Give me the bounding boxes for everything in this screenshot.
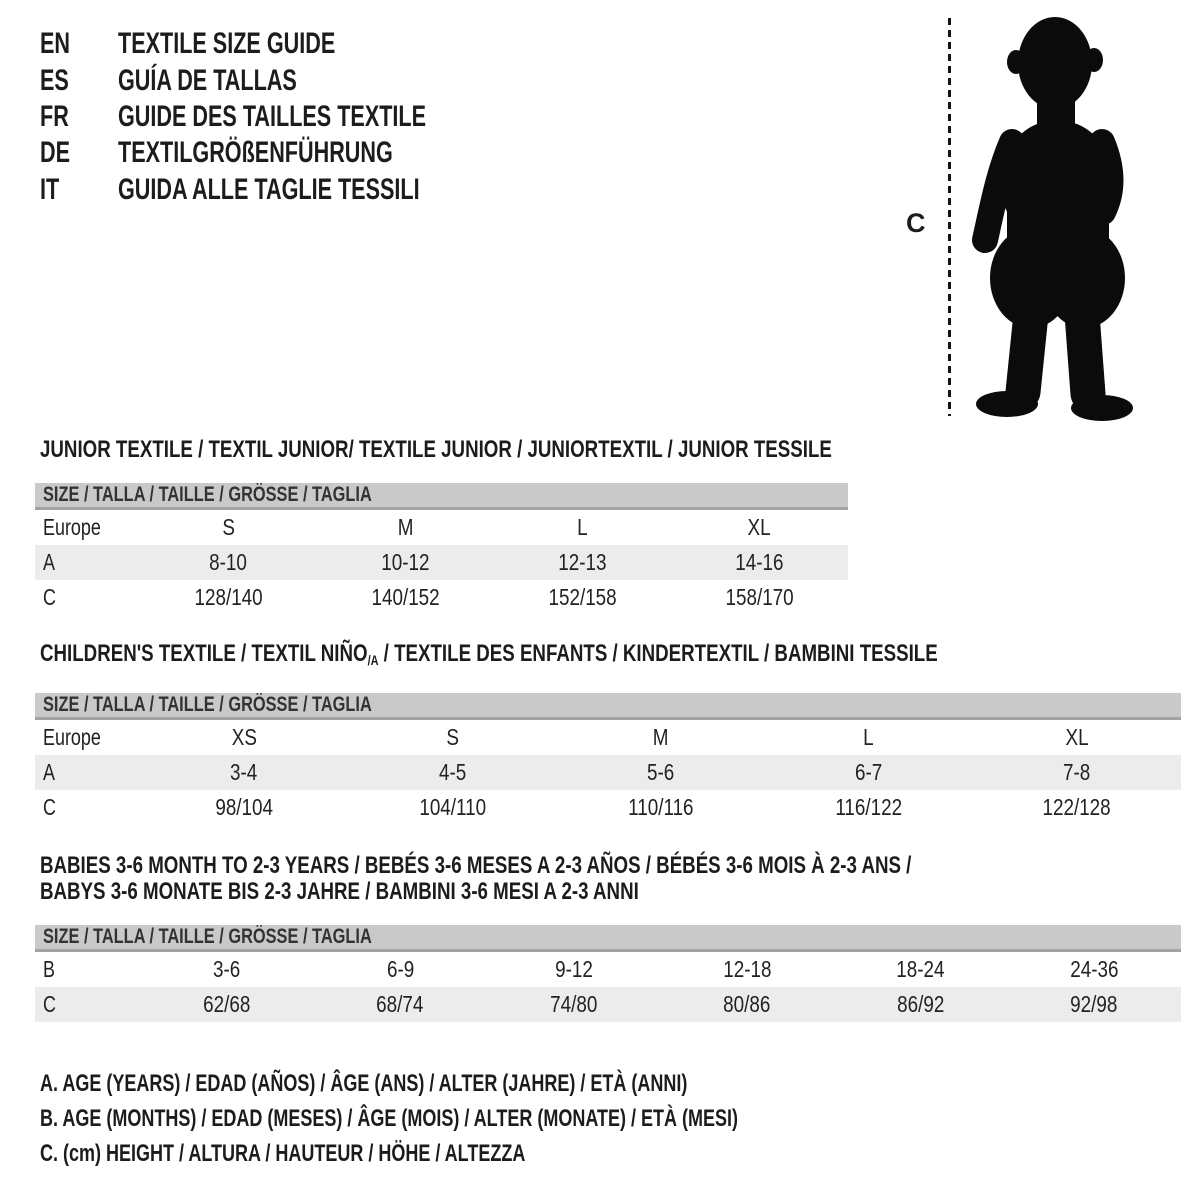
value-cell: [140, 724, 348, 751]
cell-value: 92/98: [1070, 991, 1118, 1017]
value-cell: [314, 991, 488, 1018]
value-cell: [834, 991, 1008, 1018]
row-label-cell: [35, 724, 140, 751]
value-cell: [556, 759, 764, 786]
section-title: [35, 437, 1181, 463]
section-title-line: [40, 437, 930, 463]
value-cell: [556, 794, 764, 821]
value-cell: [140, 956, 314, 983]
value-cell: [765, 794, 973, 821]
cell-value: 74/80: [550, 991, 598, 1017]
section-title-line: [40, 853, 930, 879]
title-text: BABIES 3-6 MONTH TO 2-3 YEARS / BEBÉS 3-6 MESES A 2-3 AÑOS / BÉBÉS 3-6 MOIS À 2-3 ANS /: [40, 852, 912, 879]
value-cell: [973, 724, 1181, 751]
language-title-text: GUIDA ALLE TAGLIE TESSILI: [118, 172, 420, 206]
table-row: [35, 580, 848, 615]
language-row: [40, 99, 546, 135]
cell-value: M: [397, 514, 414, 540]
row-label: C: [43, 991, 56, 1017]
size-table: [35, 693, 1181, 825]
value-cell: [317, 514, 494, 541]
cell-value: 7-8: [1063, 759, 1091, 785]
size-header-text: SIZE / TALLA / TAILLE / GRÖSSE / TAGLIA: [43, 925, 372, 948]
language-title-text: TEXTILGRÖßENFÜHRUNG: [118, 136, 393, 170]
size-header-text: SIZE / TALLA / TAILLE / GRÖSSE / TAGLIA: [43, 693, 372, 716]
size-header-bar: [35, 925, 1181, 952]
value-cell: [140, 514, 317, 541]
language-title: [118, 27, 420, 61]
value-cell: [487, 956, 661, 983]
cell-value: 68/74: [376, 991, 424, 1017]
value-cell: [140, 991, 314, 1018]
language-title: [118, 173, 537, 207]
section-title: [35, 641, 1181, 673]
cell-value: 12-13: [558, 549, 607, 575]
cell-value: 116/122: [835, 794, 903, 820]
value-cell: [973, 794, 1181, 821]
row-label-cell: [35, 794, 140, 821]
value-cell: [973, 759, 1181, 786]
cell-value: 3-6: [213, 956, 241, 982]
cell-value: 62/68: [203, 991, 251, 1017]
row-label-cell: [35, 549, 140, 576]
cell-value: 128/140: [194, 584, 263, 610]
height-dashed-line: [948, 18, 951, 416]
cell-value: 4-5: [438, 759, 466, 785]
title-subscript: /A: [367, 652, 379, 668]
language-title-text: GUÍA DE TALLAS: [118, 63, 297, 97]
legend-notes: [40, 1066, 971, 1171]
table-row: [35, 545, 848, 580]
cell-value: L: [577, 514, 588, 540]
cell-value: 6-9: [386, 956, 414, 982]
cell-value: M: [652, 724, 669, 750]
cell-value: 110/116: [627, 794, 694, 820]
cell-value: XS: [231, 724, 257, 750]
title-text: BABYS 3-6 MONATE BIS 2-3 JAHRE / BAMBINI 3-6 MESI A 2-3 ANNI: [40, 878, 639, 905]
table-row: [35, 755, 1181, 790]
size-header-bar: [35, 483, 848, 510]
value-cell: [671, 514, 848, 541]
cell-value: 80/86: [723, 991, 771, 1017]
cell-value: 10-12: [381, 549, 430, 575]
value-cell: [556, 724, 764, 751]
value-cell: [317, 584, 494, 611]
value-cell: [834, 956, 1008, 983]
row-label: A: [43, 759, 55, 785]
cell-value: XL: [747, 514, 772, 540]
value-cell: [765, 759, 973, 786]
cell-value: 24-36: [1070, 956, 1119, 982]
cell-value: S: [222, 514, 235, 540]
title-text: JUNIOR TEXTILE / TEXTIL JUNIOR/ TEXTILE JUNIOR / JUNIORTEXTIL / JUNIOR TESSILE: [40, 436, 832, 463]
cell-value: 122/128: [1042, 794, 1112, 820]
size-table: [35, 925, 1181, 1022]
language-title: [118, 64, 366, 98]
value-cell: [140, 759, 348, 786]
language-code-text: FR: [40, 99, 69, 133]
value-cell: [348, 794, 556, 821]
cell-value: 14-16: [735, 549, 784, 575]
cell-value: 8-10: [209, 549, 248, 575]
value-cell: [661, 991, 835, 1018]
table-row: [35, 987, 1181, 1022]
language-title-text: TEXTILE SIZE GUIDE: [118, 27, 336, 61]
value-cell: [348, 759, 556, 786]
value-cell: [671, 584, 848, 611]
title-text: / TEXTILE DES ENFANTS / KINDERTEXTIL / BAMBINI TESSILE: [378, 640, 938, 667]
language-row: [40, 135, 546, 171]
language-row: [40, 172, 546, 208]
cell-value: 98/104: [215, 794, 273, 820]
size-header-bar: [35, 693, 1181, 720]
section-title-line: [40, 640, 938, 673]
value-cell: [1008, 991, 1182, 1018]
note-line: A. AGE (YEARS) / EDAD (AÑOS) / ÂGE (ANS) / ALTER (JAHRE) / ETÀ (ANNI): [40, 1070, 688, 1097]
cell-value: 140/152: [371, 584, 440, 610]
cell-value: 104/110: [418, 794, 486, 820]
value-cell: [661, 956, 835, 983]
table-row: [35, 720, 1181, 755]
language-code: [40, 100, 118, 134]
language-title: [118, 136, 500, 170]
section-title: [35, 853, 1181, 905]
language-code-text: ES: [40, 63, 69, 97]
title-text: CHILDREN'S TEXTILE / TEXTIL NIÑO: [40, 640, 368, 667]
row-label: C: [43, 794, 56, 820]
value-cell: [1008, 956, 1182, 983]
cell-value: S: [446, 724, 459, 750]
cell-value: 152/158: [548, 584, 617, 610]
row-label: B: [43, 956, 55, 982]
section-junior: [35, 437, 1181, 615]
cell-value: L: [863, 724, 874, 750]
value-cell: [140, 549, 317, 576]
language-row: [40, 26, 546, 62]
cell-value: 5-6: [646, 759, 675, 785]
value-cell: [140, 584, 317, 611]
note-line: B. AGE (MONTHS) / EDAD (MESES) / ÂGE (MOIS) / ALTER (MONATE) / ETÀ (MESI): [40, 1105, 738, 1132]
section-title-line: [40, 879, 930, 905]
height-measure-letter: C: [906, 208, 926, 238]
language-code-text: DE: [40, 136, 71, 170]
size-table: [35, 483, 848, 615]
row-label: C: [43, 584, 56, 610]
row-label-cell: [35, 956, 140, 983]
language-row: [40, 62, 546, 98]
cell-value: 18-24: [896, 956, 945, 982]
section-children: [35, 641, 1181, 825]
language-code: [40, 27, 118, 61]
size-header-text: SIZE / TALLA / TAILLE / GRÖSSE / TAGLIA: [43, 483, 372, 506]
baby-silhouette-icon: [963, 14, 1147, 426]
language-code-text: IT: [40, 172, 60, 206]
row-label: Europe: [43, 724, 101, 750]
value-cell: [487, 991, 661, 1018]
cell-value: 12-18: [723, 956, 772, 982]
value-cell: [494, 549, 671, 576]
language-code: [40, 173, 118, 207]
language-header: [40, 26, 546, 208]
cell-value: 6-7: [855, 759, 883, 785]
value-cell: [317, 549, 494, 576]
value-cell: [314, 956, 488, 983]
language-code: [40, 64, 118, 98]
row-label-cell: [35, 584, 140, 611]
cell-value: 86/92: [897, 991, 945, 1017]
language-title: [118, 100, 546, 134]
row-label: A: [43, 549, 55, 575]
height-measure-label: [906, 208, 926, 239]
cell-value: 3-4: [230, 759, 258, 785]
row-label: Europe: [43, 514, 101, 540]
cell-value: XL: [1065, 724, 1089, 750]
value-cell: [140, 794, 348, 821]
row-label-cell: [35, 514, 140, 541]
language-code-text: EN: [40, 27, 71, 61]
table-row: [35, 790, 1181, 825]
table-row: [35, 510, 848, 545]
table-row: [35, 952, 1181, 987]
language-title-text: GUIDE DES TAILLES TEXTILE: [118, 99, 427, 133]
cell-value: 158/170: [725, 584, 794, 610]
value-cell: [671, 549, 848, 576]
row-label-cell: [35, 759, 140, 786]
value-cell: [494, 584, 671, 611]
value-cell: [348, 724, 556, 751]
value-cell: [765, 724, 973, 751]
cell-value: 9-12: [554, 956, 593, 982]
section-babies: [35, 853, 1181, 1022]
row-label-cell: [35, 991, 140, 1018]
language-code: [40, 136, 118, 170]
note-line: C. (cm) HEIGHT / ALTURA / HAUTEUR / HÖHE / ALTEZZA: [40, 1140, 526, 1167]
value-cell: [494, 514, 671, 541]
